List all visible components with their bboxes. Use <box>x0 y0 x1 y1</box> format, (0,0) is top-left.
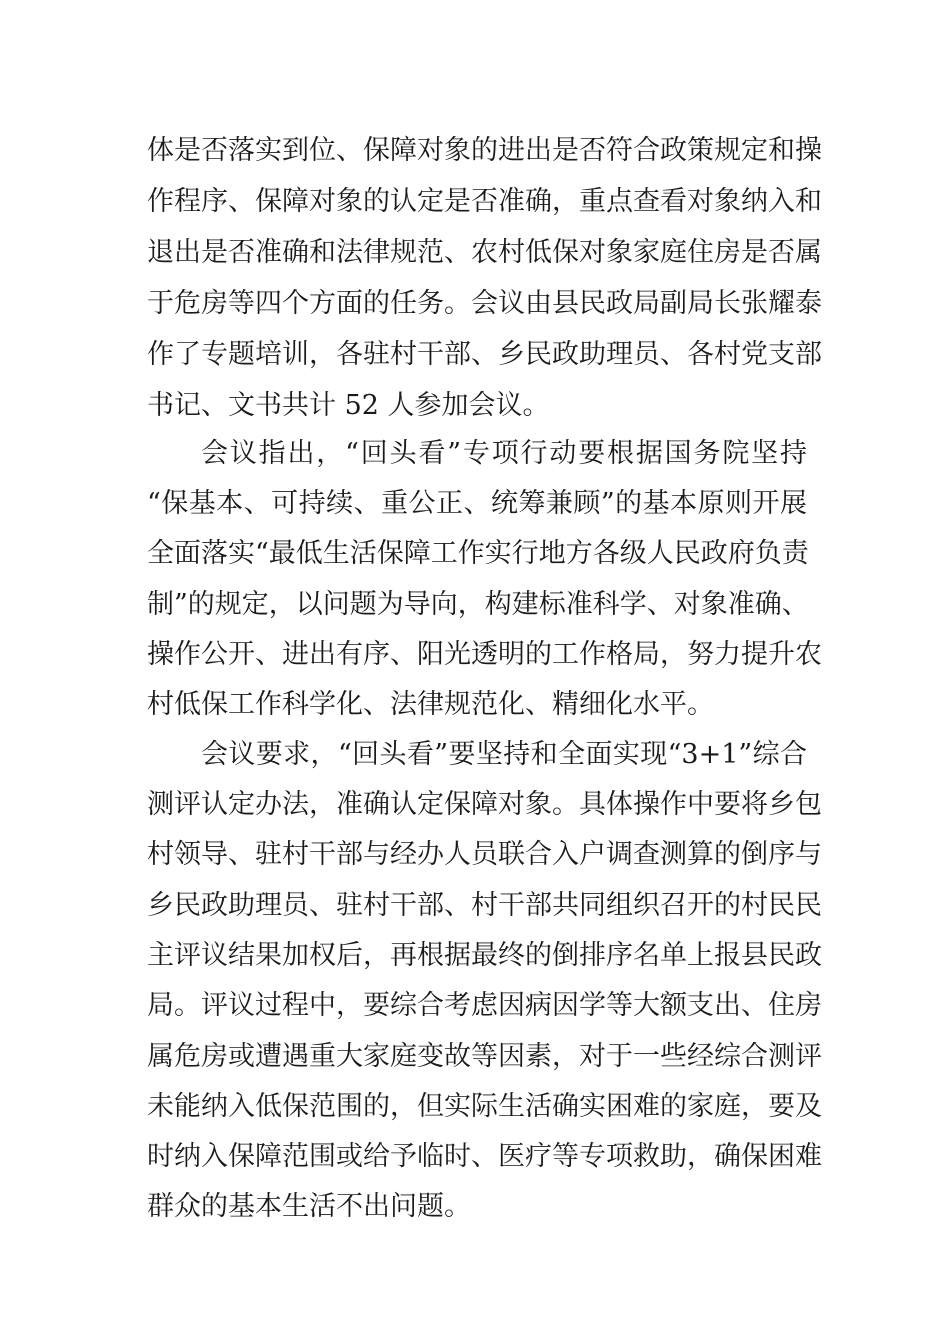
text-line-19: 属危房或遭遇重大家庭变故等因素，对于一些经综合测评 <box>147 1041 822 1072</box>
text-line-4: 于危房等四个方面的任务。会议由县民政局副局长张耀泰 <box>147 288 822 319</box>
text-line-16: 乡民政助理员、驻村干部、村干部共同组织召开的村民民 <box>147 890 822 921</box>
text-line-10: 制”的规定，以问题为导向，构建标准科学、对象准确、 <box>147 589 809 620</box>
text-line-7: 会议指出，“回头看”专项行动要根据国务院坚持 <box>201 438 807 469</box>
text-line-18: 局。评议过程中，要综合考虑因病因学等大额支出、住房 <box>147 990 822 1021</box>
text-line-15: 村领导、驻村干部与经办人员联合入户调查测算的倒序与 <box>147 839 822 870</box>
text-line-13: 会议要求，“回头看”要坚持和全面实现“3+1”综合 <box>201 739 807 770</box>
text-line-14: 测评认定办法，准确认定保障对象。具体操作中要将乡包 <box>147 789 822 820</box>
text-line-6: 书记、文书共计 52 人参加会议。 <box>147 390 550 421</box>
text-line-20: 未能纳入低保范围的，但实际生活确实困难的家庭，要及 <box>147 1091 822 1122</box>
text-line-5: 作了专题培训，各驻村干部、乡民政助理员、各村党支部 <box>147 339 822 370</box>
text-line-11: 操作公开、进出有序、阳光透明的工作格局，努力提升农 <box>147 639 822 670</box>
text-line-21: 时纳入保障范围或给予临时、医疗等专项救助，确保困难 <box>147 1141 822 1172</box>
text-line-3: 退出是否准确和法律规范、农村低保对象家庭住房是否属 <box>147 237 822 268</box>
text-line-9: 全面落实“最低生活保障工作实行地方各级人民政府负责 <box>147 538 809 569</box>
text-line-12: 村低保工作科学化、法律规范化、精细化水平。 <box>147 689 714 720</box>
text-line-1: 体是否落实到位、保障对象的进出是否符合政策规定和操 <box>147 135 822 166</box>
text-line-2: 作程序、保障对象的认定是否准确，重点查看对象纳入和 <box>147 186 822 217</box>
text-line-17: 主评议结果加权后，再根据最终的倒排序名单上报县民政 <box>147 940 822 971</box>
text-line-8: “保基本、可持续、重公正、统筹兼顾”的基本原则开展 <box>147 488 807 519</box>
text-line-22: 群众的基本生活不出问题。 <box>147 1191 471 1222</box>
